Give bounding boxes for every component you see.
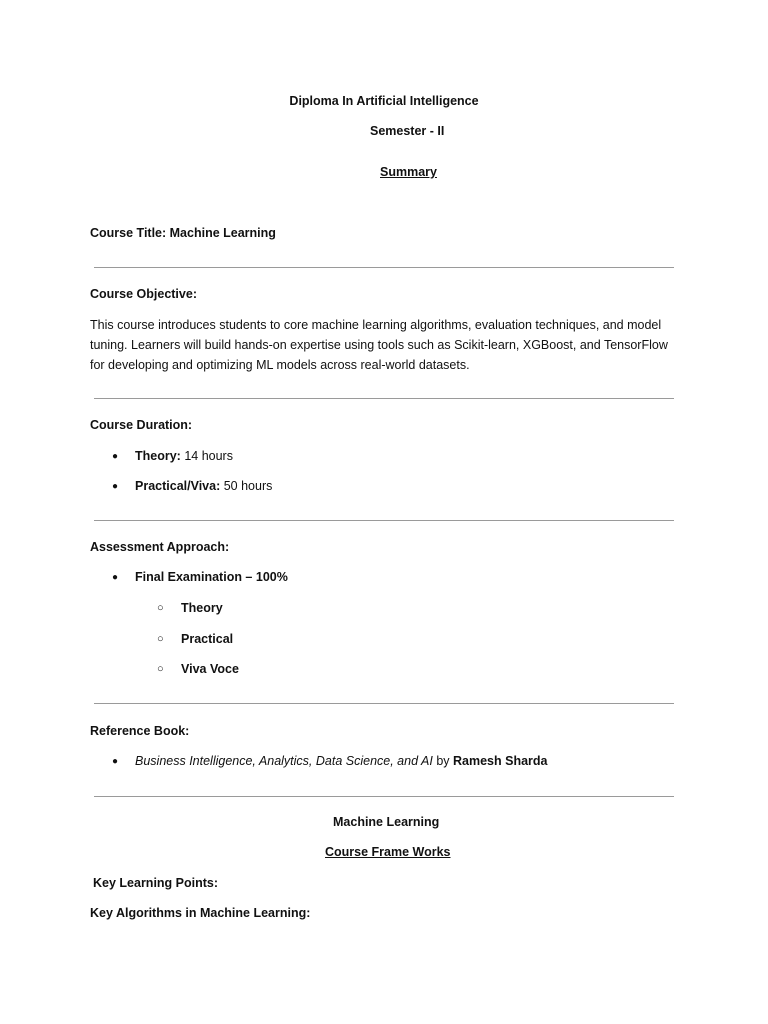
assessment-main: Final Examination – 100% [135,570,288,584]
duration-heading: Course Duration: [90,418,193,432]
duration-item-theory [135,449,233,463]
bullet-icon: ● [112,451,119,462]
reference-author: Ramesh Sharda [453,754,548,768]
document-title: Diploma In Artificial Intelligence [289,94,479,108]
divider [94,703,674,704]
summary-heading: Summary [380,165,437,179]
objective-heading: Course Objective: [90,287,197,301]
duration-item-label: Practical/Viva: [135,479,221,493]
assessment-subitem: Viva Voce [181,662,239,676]
duration-item-value: 50 hours [220,479,273,493]
bullet-icon: ● [112,481,119,492]
divider [94,267,674,268]
divider [94,398,674,399]
divider [94,520,674,521]
key-learning-points-heading: Key Learning Points: [93,876,219,890]
reference-heading: Reference Book: [90,724,190,738]
reference-by: by [432,754,454,768]
objective-text: This course introduces students to core machine learning algorithms, evaluation techniques, and model tuning. Learners will build hands-on expertise using tools such as Scikit-learn, XGBoost, and TensorFlow for developing and optimizing ML models across real-world datasets. [90,318,668,372]
bullet-icon: ● [112,572,119,583]
assessment-subitem: Practical [181,632,234,646]
bullet-icon: ● [112,756,119,767]
duration-item-label: Theory: [135,449,181,463]
assessment-subitem: Theory [181,601,223,615]
duration-item-value: 14 hours [180,449,233,463]
hollow-bullet-icon: ○ [157,663,164,675]
framework-title: Machine Learning [333,815,440,829]
semester-label: Semester - II [370,124,445,138]
reference-item [135,754,548,768]
framework-subtitle: Course Frame Works [325,845,451,859]
divider [94,796,674,797]
hollow-bullet-icon: ○ [157,602,164,614]
key-algorithms-heading: Key Algorithms in Machine Learning: [90,906,311,920]
duration-item-practical [135,479,272,493]
reference-book-title: Business Intelligence, Analytics, Data Science, and AI [135,754,433,768]
hollow-bullet-icon: ○ [157,633,164,645]
assessment-heading: Assessment Approach: [90,540,230,554]
course-title: Course Title: Machine Learning [90,226,276,240]
